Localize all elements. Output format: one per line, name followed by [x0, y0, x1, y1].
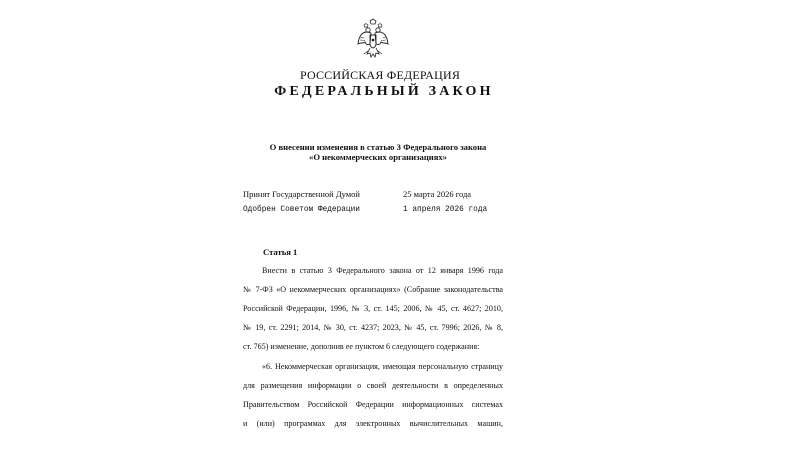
text-line: для размещения информации о своей деятельности в определенных: [243, 381, 503, 390]
adoption-body: Принят Государственной Думой: [243, 189, 360, 199]
text-line: и (или) программах для электронных вычислительных машин,: [243, 419, 503, 428]
text-line: № 7-ФЗ «О некоммерческих организациях» (Собрание законодательства: [243, 285, 503, 294]
text-line: ст. 765) изменение, дополнив ее пунктом 6 следующего содержания:: [243, 342, 480, 351]
adoption-body: Одобрен Советом Федерации: [243, 206, 360, 214]
adoption-row-federation-council: [243, 206, 543, 218]
document-type: ФЕДЕРАЛЬНЫЙ ЗАКОН: [274, 84, 494, 99]
text-line: Внести в статью 3 Федерального закона от 12 января 1996 года: [262, 266, 503, 275]
law-title-line-1: О внесении изменения в статью 3 Федерального закона: [269, 142, 487, 152]
article-heading: Статья 1: [263, 247, 298, 257]
text-line: № 19, ст. 2291; 2014, № 30, ст. 4237; 2023, № 45, ст. 7996; 2026, № 8,: [243, 323, 503, 332]
adoption-date: 1 апреля 2026 года: [403, 206, 488, 214]
adoption-row-duma: [243, 189, 543, 201]
text-line: Российской Федерации, 1996, № 3, ст. 145; 2006, № 45, ст. 4627; 2010,: [243, 304, 503, 313]
adoption-date: 25 марта 2026 года: [403, 189, 472, 199]
country-name: РОССИЙСКАЯ ФЕДЕРАЦИЯ: [299, 68, 461, 82]
law-title-line-2: «О некоммерческих организациях»: [309, 152, 447, 162]
russian-coat-of-arms-icon: [356, 18, 390, 62]
text-line: «6. Некоммерческая организация, имеющая персональную страницу: [262, 362, 503, 371]
text-line: Правительством Российской Федерации информационных системах: [243, 400, 503, 409]
